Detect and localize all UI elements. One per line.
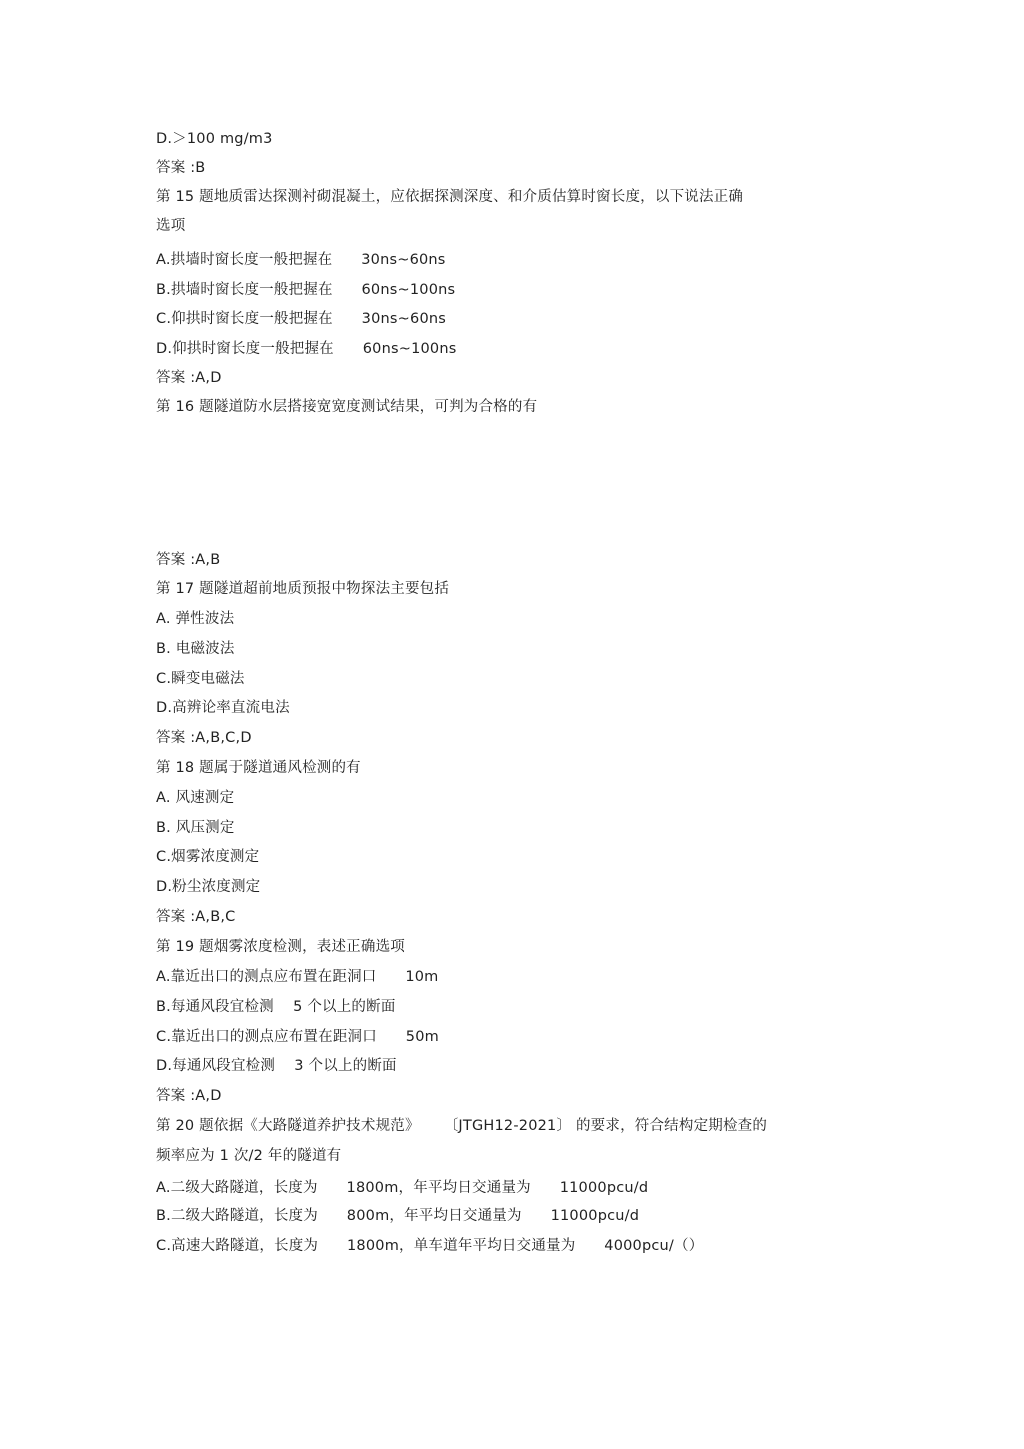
option-line: C.高速大路隧道，长度为 1800m，单车道年平均日交通量为 4000pcu/（） — [156, 1238, 704, 1254]
answer-line: 答案 :A,B — [156, 552, 221, 568]
answer-line: 答案 :A,D — [156, 370, 222, 386]
question-line: 第 17 题隧道超前地质预报中物探法主要包括 — [156, 581, 450, 597]
option-line: D.仰拱时窗长度一般把握在 60ns~100ns — [156, 341, 457, 357]
text-line: 选项 — [156, 218, 186, 234]
text-line: 频率应为 1 次/2 年的隧道有 — [156, 1148, 342, 1164]
question-line: 第 19 题烟雾浓度检测，表述正确选项 — [156, 939, 405, 955]
question-line: 第 18 题属于隧道通风检测的有 — [156, 760, 361, 776]
option-line: D.高辨论率直流电法 — [156, 700, 290, 716]
option-line: D.每通风段宜检测 3 个以上的断面 — [156, 1058, 397, 1074]
option-line: A.靠近出口的测点应布置在距洞口 10m — [156, 969, 439, 985]
answer-line: 答案 :A,D — [156, 1088, 222, 1104]
option-line: C.瞬变电磁法 — [156, 671, 245, 687]
answer-line: 答案 :A,B,C,D — [156, 730, 252, 746]
option-line: A.拱墙时窗长度一般把握在 30ns~60ns — [156, 252, 446, 268]
answer-line: 答案 :B — [156, 160, 206, 176]
option-line: A.二级大路隧道，长度为 1800m，年平均日交通量为 11000pcu/d — [156, 1180, 649, 1196]
option-line: B.每通风段宜检测 5 个以上的断面 — [156, 999, 396, 1015]
question-line: 第 20 题依据《大路隧道养护技术规范》 〔JTGH12-2021〕 的要求，符合结构定期检查的 — [156, 1118, 768, 1134]
option-line: D.粉尘浓度测定 — [156, 879, 261, 895]
text-line: D.＞100 mg/m3 — [156, 131, 273, 147]
option-line: B. 电磁波法 — [156, 641, 235, 657]
option-line: C.仰拱时窗长度一般把握在 30ns~60ns — [156, 311, 447, 327]
option-line: A. 风速测定 — [156, 790, 235, 806]
option-line: B.拱墙时窗长度一般把握在 60ns~100ns — [156, 282, 456, 298]
question-line: 第 16 题隧道防水层搭接宽宽度测试结果，可判为合格的有 — [156, 399, 538, 415]
option-line: C.烟雾浓度测定 — [156, 849, 260, 865]
option-line: C.靠近出口的测点应布置在距洞口 50m — [156, 1029, 439, 1045]
option-line: B. 风压测定 — [156, 820, 235, 836]
question-line: 第 15 题地质雷达探测衬砌混凝土，应依据探测深度、和介质估算时窗长度，以下说法正确 — [156, 189, 744, 205]
answer-line: 答案 :A,B,C — [156, 909, 236, 925]
option-line: B.二级大路隧道，长度为 800m，年平均日交通量为 11000pcu/d — [156, 1208, 640, 1224]
option-line: A. 弹性波法 — [156, 611, 235, 627]
